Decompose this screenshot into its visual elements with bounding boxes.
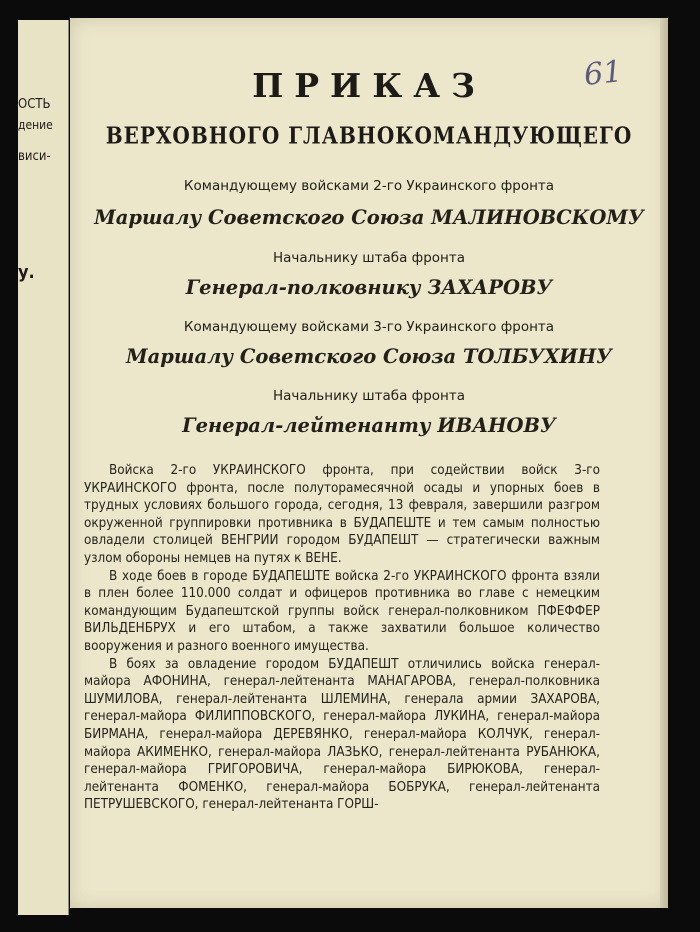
- addressee-label: Начальнику штаба фронта: [272, 250, 465, 266]
- page-right-edge: [660, 18, 668, 908]
- document-subtitle: ВЕРХОВНОГО ГЛАВНОКОМАНДУЮЩЕГО: [105, 121, 633, 150]
- order-paragraph: Войска 2-го УКРАИНСКОГО фронта, при содействии войск 3-го УКРАИНСКОГО фронта, после полуторамесячной осады и упорных боев в трудных условиях большого города, сегодня, 13 февраля, завершили разгром окруженной группировки противника в БУДАПЕШТЕ и тем самым полностью овладели столицей ВЕНГРИИ городом БУДАПЕШТ — стратегически важным узлом обороны немцев на путях к ВЕНЕ.: [84, 463, 600, 566]
- prev-page-fragment: у.: [18, 262, 35, 283]
- order-paragraph: В боях за овладение городом БУДАПЕШТ отличились войска генерал-майора АФОНИНА, генерал-лейтенанта МАНАГАРОВА, генерал-полковника ШУМИЛОВА, генерал-лейтенанта ШЛЕМИНА, генерала армии ЗАХАРОВА, генерал-майора ФИЛИППОВСКОГО, генерал-майора ЛУКИНА, генерал-майора БИРМАНА, генерал-майора ДЕРЕВЯНКО, генерал-майора КОЛЧУК, генерал-майора АКИМЕНКО, генерал-майора ЛАЗЬКО, генерал-лейтенанта РУБАНЮКА, генерал-майора ГРИГОРОВИЧА, генерал-майора БИРЮКОВА, генерал-лейтенанта ФОМЕНКО, генерал-майора БОБРУКА, генерал-лейтенанта ПЕТРУШЕВСКОГО, генерал-лейтенанта ГОРШ-: [84, 656, 600, 813]
- prev-page-fragment: ОСТЬ: [18, 97, 51, 112]
- addressee-name: Маршалу Советского Союза ТОЛБУХИНУ: [125, 345, 612, 368]
- prev-page-fragment: виси-: [18, 149, 51, 164]
- addressee-name: Генерал-полковнику ЗАХАРОВУ: [185, 276, 553, 299]
- addressee-label: Командующему войсками 2-го Украинского фронта: [183, 178, 555, 194]
- order-paragraph: В ходе боев в городе БУДАПЕШТЕ войска 2-го УКРАИНСКОГО фронта взяли в плен более 110.000 солдат и офицеров противника во главе с немецким командующим Будапештской группы войск генерал-полковником ПФЕФФЕР ВИЛЬДЕНБРУХ и его штабом, а также захватили большое количество вооружения и разного военного имущества.: [84, 568, 600, 654]
- previous-page-edge: [18, 20, 69, 915]
- order-body: [84, 462, 600, 814]
- document-title: ПРИКАЗ: [252, 66, 486, 105]
- addressee-name: Маршалу Советского Союза МАЛИНОВСКОМУ: [94, 206, 644, 229]
- document-page: [70, 18, 668, 908]
- handwritten-page-number: 61: [582, 54, 624, 93]
- addressee-name: Генерал-лейтенанту ИВАНОВУ: [182, 414, 556, 437]
- addressee-label: Командующему войсками 3-го Украинского фронта: [183, 319, 555, 335]
- prev-page-fragment: дение: [18, 118, 53, 132]
- addressee-label: Начальнику штаба фронта: [272, 388, 465, 404]
